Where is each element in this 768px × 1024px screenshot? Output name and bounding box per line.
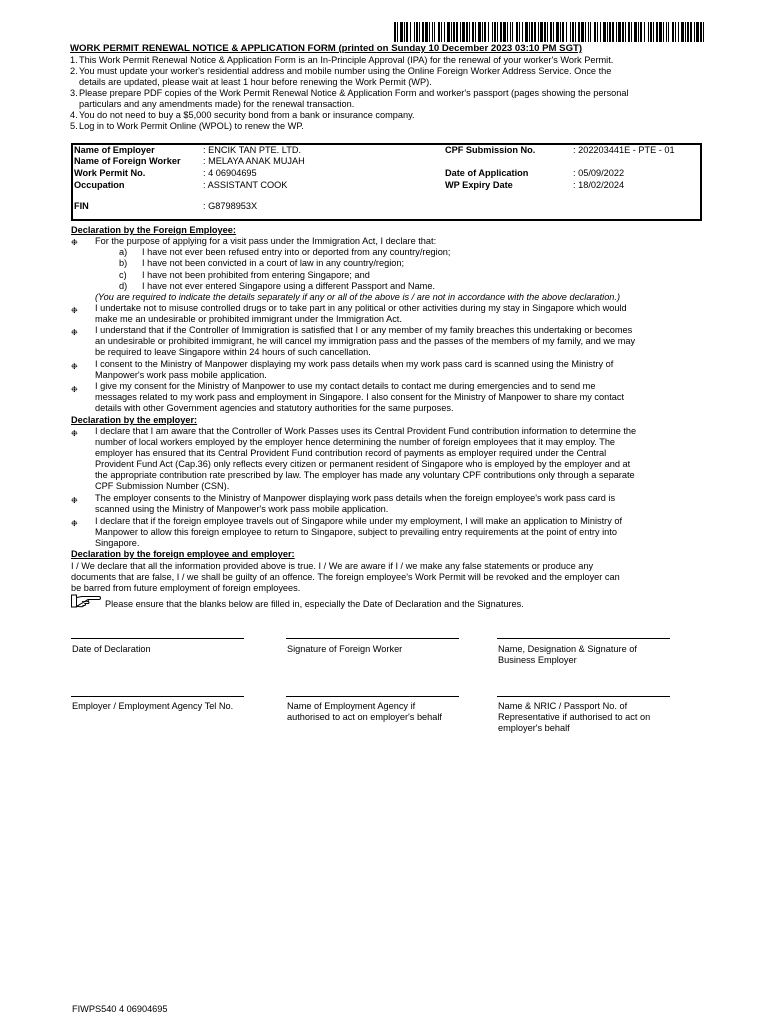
- bullet-icon: ❉: [71, 519, 78, 528]
- agency-tel-line[interactable]: [71, 696, 244, 697]
- cpf-submission-label: CPF Submission No.: [445, 145, 536, 155]
- date-of-declaration-line[interactable]: [71, 638, 244, 639]
- date-of-application-label: Date of Application: [445, 168, 529, 178]
- foreign-worker-signature-label: Signature of Foreign Worker: [287, 644, 403, 654]
- bullet-icon: ❉: [71, 238, 78, 247]
- representative-line[interactable]: [497, 696, 670, 697]
- wp-expiry-value: : 18/02/2024: [573, 180, 625, 190]
- bullet-icon: ❉: [71, 429, 78, 438]
- barcode-icon: [394, 22, 704, 42]
- foreign-worker-signature-line[interactable]: [286, 638, 459, 639]
- bullet-icon: ❉: [71, 362, 78, 371]
- bullet-icon: ❉: [71, 328, 78, 337]
- instruction-item: 5.Log in to Work Permit Online (WPOL) to renew the WP.: [70, 121, 304, 131]
- list-item: I declare that I am aware that the Controller of Work Passes uses its Central Provident Fund contribution information to determine the number of local workers employed by the employer hence determining the number of foreign employees that it may employ. The employer has ensured that its Central Provident Fund contribution record of payments as employer required under the Central Provident Fund Act (Cap.36) only reflects every citizen or permanent resident of Singapore who is employed by the employer and at the appropriate contribution rate prescribed by law. The employer has made any voluntary CPF contributions only through a separate CPF Submission Number (CSN).: [95, 426, 637, 491]
- instruction-item: 2.You must update your worker's residential address and mobile number using the Online Foreign Worker Address Service. Once the details are updated, please wait at least 1 hour before renewing the Work Permit (WP).: [70, 66, 612, 87]
- bullet-icon: ❉: [71, 496, 78, 505]
- employer-label: Name of Employer: [74, 145, 155, 155]
- fill-blanks-notice: Please ensure that the blanks below are filled in, especially the Date of Declaration and the Signatures.: [105, 599, 524, 609]
- agency-tel-label: Employer / Employment Agency Tel No.: [72, 701, 234, 711]
- list-item: I have not been convicted in a court of law in any country/region;: [142, 258, 405, 268]
- pointing-hand-icon: [71, 594, 101, 608]
- work-permit-no-value: : 4 06904695: [203, 168, 257, 178]
- instructions-list: [70, 55, 706, 132]
- declaration-note: (You are required to indicate the details separately if any or all of the above is / are not in accordance with the above declaration.): [95, 292, 621, 302]
- date-of-declaration-label: Date of Declaration: [72, 644, 151, 654]
- bullet-icon: ❉: [71, 385, 78, 394]
- page-title: WORK PERMIT RENEWAL NOTICE & APPLICATION FORM (printed on Sunday 10 December 2023 03:10 PM SGT): [70, 43, 583, 54]
- work-permit-no-label: Work Permit No.: [74, 168, 146, 178]
- visit-pass-intro: For the purpose of applying for a visit pass under the Immigration Act, I declare that:: [95, 236, 437, 246]
- instruction-item: 1.This Work Permit Renewal Notice & Application Form is an In-Principle Approval (IPA) for the renewal of your worker's Work Permit.: [70, 55, 614, 65]
- worker-name-label: Name of Foreign Worker: [74, 156, 181, 166]
- foreign-employee-declaration-heading: Declaration by the Foreign Employee:: [71, 225, 236, 235]
- list-item: The employer consents to the Ministry of Manpower displaying work pass details when the foreign employee's work pass card is scanned using the Ministry of Manpower's work pass mobile application.: [95, 493, 616, 514]
- occupation-label: Occupation: [74, 180, 125, 190]
- form-code-footer: FIWPS540 4 06904695: [72, 1004, 168, 1014]
- employer-signature-line[interactable]: [497, 638, 670, 639]
- occupation-value: : ASSISTANT COOK: [203, 180, 288, 190]
- list-item-letter: b): [119, 258, 128, 268]
- wp-expiry-label: WP Expiry Date: [445, 180, 513, 190]
- fin-label: FIN: [74, 201, 89, 211]
- date-of-application-value: : 05/09/2022: [573, 168, 625, 178]
- list-item: I consent to the Ministry of Manpower displaying my work pass details when my work pass card is scanned using the Ministry of Manpower's work pass mobile application.: [95, 359, 614, 380]
- instruction-item: 4.You do not need to buy a $5,000 security bond from a bank or insurance company.: [70, 110, 415, 120]
- representative-label: Name & NRIC / Passport No. of Representative if authorised to act on employer's behalf: [498, 701, 651, 733]
- worker-name-value: : MELAYA ANAK MUJAH: [203, 156, 305, 166]
- list-item: I have not been prohibited from entering Singapore; and: [142, 270, 370, 280]
- employer-value: : ENCIK TAN PTE. LTD.: [203, 145, 302, 155]
- agency-name-label: Name of Employment Agency if authorised to act on employer's behalf: [287, 701, 442, 722]
- joint-declaration-heading: Declaration by the foreign employee and employer:: [71, 549, 295, 559]
- list-item: I understand that if the Controller of Immigration is satisfied that I or any member of my family breaches this undertaking or becomes an undesirable or prohibited immigrant, he will cancel my immigration pass and the passes of the members of my family, and we may be required to leave Singapore within 24 hours of such cancellation.: [95, 325, 636, 357]
- list-item-letter: a): [119, 247, 128, 257]
- list-item: I have not ever entered Singapore using a different Passport and Name.: [142, 281, 435, 291]
- employer-signature-label: Name, Designation & Signature of Business Employer: [498, 644, 637, 665]
- bullet-icon: ❉: [71, 306, 78, 315]
- employer-declaration-heading: Declaration by the employer:: [71, 415, 198, 425]
- instruction-item: 3.Please prepare PDF copies of the Work Permit Renewal Notice & Application Form and worker's passport (pages showing the personal particulars and any amendments made) for the renewal transaction.: [70, 88, 629, 109]
- list-item-letter: c): [119, 270, 127, 280]
- cpf-submission-value: : 202203441E - PTE - 01: [573, 145, 675, 155]
- joint-declaration-text: I / We declare that all the information provided above is true. I / We are aware if I / we make any false statements or produce any documents that are false, I / we shall be guilty of an offence. The foreign employee's Work Permit will be revoked and the employer can be barred from future employment of foreign employees.: [71, 561, 620, 593]
- list-item: I declare that if the foreign employee travels out of Singapore while under my employment, I will make an application to Ministry of Manpower to allow this foreign employee to return to Singapore, subject to prevailing entry requirements at the point of entry into Singapore.: [95, 516, 623, 548]
- list-item: I have not ever been refused entry into or deported from any country/region;: [142, 247, 451, 257]
- list-item: I give my consent for the Ministry of Manpower to use my contact details to contact me during emergencies and to send me messages related to my work pass and employment in Singapore. I also consent for the Ministry of Manpower to share my contact details with other Government agencies and statutory authorities for the same purposes.: [95, 381, 625, 413]
- fin-value: : G8798953X: [203, 201, 258, 211]
- list-item-letter: d): [119, 281, 128, 291]
- list-item: I undertake not to misuse controlled drugs or to take part in any political or other activities during my stay in Singapore which would make me an undesirable or prohibited immigrant under the Immigration Act.: [95, 303, 627, 324]
- agency-name-line[interactable]: [286, 696, 459, 697]
